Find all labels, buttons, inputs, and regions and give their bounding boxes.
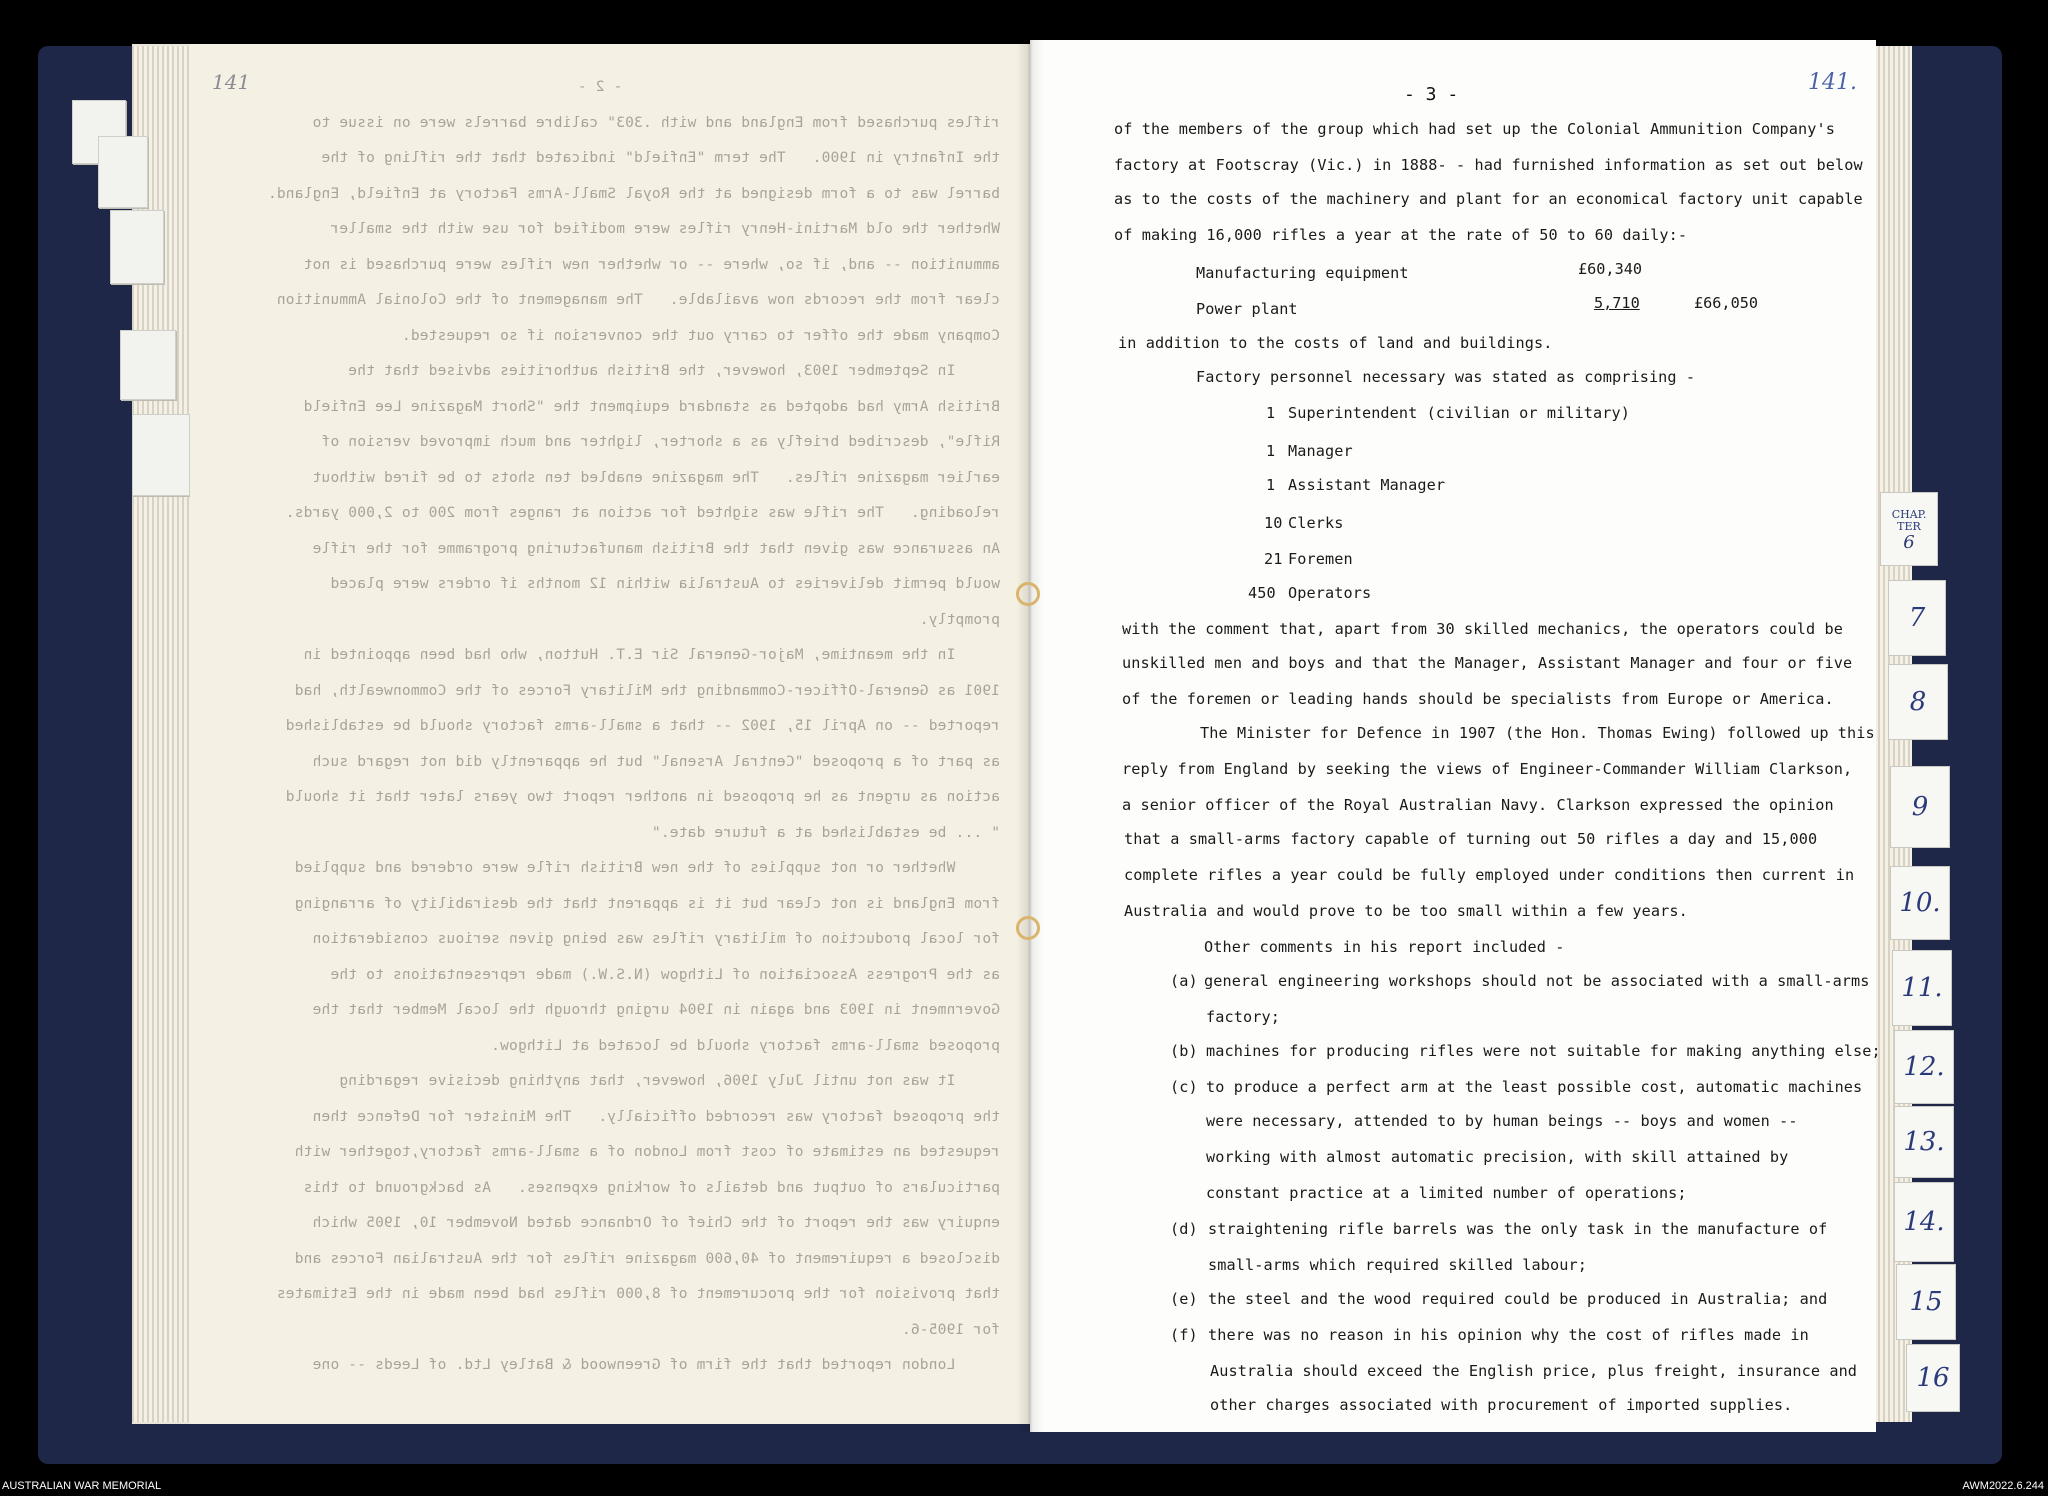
chapter-tab-7[interactable]: 7 <box>1888 580 1946 656</box>
left-text-line: from England is not clear but it is apparent that the desirability of arranging <box>294 895 1000 912</box>
list-text: factory; <box>1206 1008 1280 1026</box>
blank-tab <box>110 210 164 284</box>
text-line: with the comment that, apart from 30 skilled mechanics, the operators could be <box>1122 620 1844 638</box>
personnel-count: 1 <box>1266 442 1276 460</box>
left-text-line: disclosed a requirement of 40,600 magazine rifles for the Australian Forces and <box>294 1250 1000 1267</box>
list-letter: (d) <box>1170 1220 1198 1238</box>
left-text-line: London reported that the firm of Greenwood & Batley Ltd. of Leeds -- one <box>312 1357 1000 1373</box>
chapter-tab-10[interactable]: 10. <box>1890 866 1950 940</box>
personnel-count: 10 <box>1264 514 1283 532</box>
personnel-count: 450 <box>1248 584 1276 602</box>
personnel-role: Superintendent (civilian or military) <box>1288 404 1631 422</box>
list-letter: (c) <box>1170 1078 1198 1096</box>
tab-label: CHAP. <box>1891 508 1927 521</box>
text-line: of the foremen or leading hands should be specialists from Europe or America. <box>1122 690 1834 708</box>
text-line: unskilled men and boys and that the Manager, Assistant Manager and four or five <box>1122 654 1853 672</box>
chapter-tab-11[interactable]: 11. <box>1892 950 1952 1026</box>
text-line: in addition to the costs of land and buildings. <box>1118 334 1553 352</box>
text-line: factory at Footscray (Vic.) in 1888- - had furnished information as set out below <box>1114 156 1863 174</box>
cost-amount: 5,710 <box>1594 294 1640 312</box>
left-text-line: enquiry was the report of the Chief of Ordnance dated November 10, 1905 which <box>312 1215 1000 1231</box>
personnel-count: 1 <box>1266 404 1276 422</box>
left-text-line: " ... be established at a future date." <box>651 824 1000 841</box>
chapter-tab-12[interactable]: 12. <box>1894 1030 1954 1104</box>
list-letter: (b) <box>1170 1042 1198 1060</box>
list-text: were necessary, attended to by human beings -- boys and women -- <box>1206 1112 1798 1130</box>
left-page-pencil-number: 141 <box>212 70 251 94</box>
left-text-line: as part of a proposed "Central Arsenal" but he apparently did not regard such <box>312 753 1000 770</box>
blank-tab <box>120 330 176 400</box>
text-line: of making 16,000 rifles a year at the rate of 50 to 60 daily:- <box>1114 226 1688 244</box>
left-text-line: reloading. The rifle was sighted for action at ranges from 200 to 2,000 yards. <box>285 505 1000 521</box>
list-text: general engineering workshops should not be associated with a small-arms <box>1204 972 1870 990</box>
text-line: of the members of the group which had set up the Colonial Ammunition Company's <box>1114 120 1836 138</box>
list-text: machines for producing rifles were not suitable for making anything else; <box>1206 1042 1881 1060</box>
list-text: constant practice at a limited number of operations; <box>1206 1184 1687 1202</box>
text-line: that a small-arms factory capable of turning out 50 rifles a day and 15,000 <box>1124 830 1818 848</box>
left-text-line: action as urgent as he proposed in another report two years later that it should <box>285 789 1000 805</box>
text-line: complete rifles a year could be fully employed under conditions then current in <box>1124 866 1855 884</box>
left-text-line: In September 1903, however, the British authorities advised that the <box>348 363 1000 379</box>
left-text-line: It was not until July 1906, however, that anything decisive regarding <box>339 1073 1000 1089</box>
list-text: small-arms which required skilled labour; <box>1208 1256 1587 1274</box>
left-text-line: Government in 1903 and again in 1904 urging through the local Member that the <box>312 1002 1000 1018</box>
chapter-tab-16[interactable]: 16 <box>1906 1344 1960 1412</box>
left-text-line: Rifle", described briefly as a shorter, lighter and much improved version of <box>321 434 1000 450</box>
personnel-count: 1 <box>1266 476 1276 494</box>
left-text-line: Whether or not supplies of the new British rifle were ordered and supplied <box>294 860 1000 876</box>
list-text: to produce a perfect arm at the least possible cost, automatic machines <box>1206 1078 1863 1096</box>
list-text: the steel and the wood required could be produced in Australia; and <box>1208 1290 1828 1308</box>
cost-item: Power plant <box>1196 300 1298 318</box>
tab-label: TER <box>1897 520 1921 533</box>
left-text-line: 1901 as General-Officer-Commanding the Military Forces of the Commonwealth, had <box>294 682 1000 699</box>
left-text-line: that provision for the procurement of 8,000 rifles had been made in the Estimates <box>276 1286 1000 1302</box>
chapter-tab-8[interactable]: 8 <box>1888 664 1948 740</box>
chapter-tab-15[interactable]: 15 <box>1896 1264 1956 1340</box>
personnel-role: Foremen <box>1288 550 1353 568</box>
list-text: working with almost automatic precision, with skill attained by <box>1206 1148 1789 1166</box>
cost-item: Manufacturing equipment <box>1196 264 1409 282</box>
list-text: straightening rifle barrels was the only task in the manufacture of <box>1208 1220 1828 1238</box>
left-text-line: An assurance was given that the British manufacturing programme for the rifle <box>312 540 1000 557</box>
tab-label: 6 <box>1903 532 1915 553</box>
left-text-line: requested an estimate of cost from London of a small-arms factory,together with <box>294 1144 1000 1160</box>
left-text-line: reported -- on April 15, 1902 -- that a small-arms factory should be established <box>285 718 1000 734</box>
text-line: Australia and would prove to be too small within a few years. <box>1124 902 1688 920</box>
list-text: Australia should exceed the English price, plus freight, insurance and <box>1210 1362 1858 1380</box>
left-text-line: for 1905-6. <box>901 1321 1000 1338</box>
left-text-line: Company made the offer to carry out the conversion if so requested. <box>401 327 1000 344</box>
cost-total: £66,050 <box>1694 294 1759 312</box>
left-text-line: promptly. <box>919 611 1000 628</box>
list-text: there was no reason in his opinion why the cost of rifles made in <box>1208 1326 1809 1344</box>
left-text-line: Whether the old Martini-Henry rifles were modified for use with the smaller <box>330 221 1000 237</box>
cost-amount: £60,340 <box>1578 260 1643 278</box>
list-letter: (e) <box>1170 1290 1198 1308</box>
book-gutter <box>1016 40 1044 1432</box>
footer-left: AUSTRALIAN WAR MEMORIAL <box>2 1480 162 1492</box>
binder-ring <box>1016 582 1040 606</box>
left-page-text <box>200 70 1000 1384</box>
left-text-line: barrel was to a form designed at the Royal Small-Arms Factory at Enfield, England. <box>267 185 1000 202</box>
left-text-line: the Infantry in 1900. The term "Enfield" indicated that the rifling of the <box>321 150 1000 166</box>
personnel-count: 21 <box>1264 550 1283 568</box>
footer-right: AWM2022.6.244 <box>1962 1480 2044 1492</box>
left-text-line: clear from the records now available. The management of the Colonial Ammunition <box>276 292 1000 308</box>
personnel-role: Assistant Manager <box>1288 476 1446 494</box>
blank-tab <box>98 136 148 208</box>
chapter-tab-9[interactable]: 9 <box>1890 766 1950 848</box>
left-text-line: for local production of military rifles was being given serious consideration <box>312 931 1000 947</box>
binder-ring <box>1016 916 1040 940</box>
comments-intro: Other comments in his report included - <box>1204 938 1565 956</box>
text-line: a senior officer of the Royal Australian Navy. Clarkson expressed the opinion <box>1122 796 1834 814</box>
text-line: as to the costs of the machinery and plant for an economical factory unit capable <box>1114 190 1863 208</box>
list-letter: (a) <box>1170 972 1198 990</box>
left-text-line: ammunition -- and, if so, where -- or whether new rifles were purchased is not <box>303 256 1000 273</box>
left-text-line: the proposed factory was recorded officially. The Minister for Defence then <box>312 1108 1000 1125</box>
left-text-line: would permit deliveries to Australia within 12 months if orders were placed <box>330 576 1000 592</box>
personnel-role: Manager <box>1288 442 1353 460</box>
left-text-line: as the Progress Association of Lithgow (N.S.W.) made representations to the <box>330 966 1000 983</box>
list-text: other charges associated with procurement of imported supplies. <box>1210 1396 1793 1414</box>
left-page-number: - 2 - <box>577 79 623 95</box>
personnel-role: Operators <box>1288 584 1372 602</box>
left-text-line: particulars of output and details of working expenses. As background to this <box>303 1179 1000 1196</box>
left-text-line: proposed small-arms factory should be located at Lithgow. <box>491 1037 1000 1054</box>
left-page-lines <box>200 106 1000 1384</box>
chapter-tab-13[interactable]: 13. <box>1894 1106 1954 1178</box>
left-text-line: rifles purchased from England and with .303" calibre barrels were on issue to <box>312 114 1000 131</box>
right-page-number: - 3 - <box>1404 84 1459 105</box>
blank-tab <box>132 414 190 496</box>
list-letter: (f) <box>1170 1326 1198 1344</box>
right-page-pencil-number: 141. <box>1808 70 1857 95</box>
text-line: reply from England by seeking the views of Engineer-Commander William Clarkson, <box>1122 760 1853 778</box>
personnel-intro: Factory personnel necessary was stated as comprising - <box>1196 368 1696 386</box>
left-text-line: In the meantime, Major-General Sir E.T. Hutton, who had been appointed in <box>303 647 1000 663</box>
personnel-role: Clerks <box>1288 514 1344 532</box>
left-text-line: earlier magazine rifles. The magazine enabled ten shots to be fired without <box>312 469 1000 486</box>
chapter-tab-14[interactable]: 14. <box>1894 1182 1954 1262</box>
left-text-line: British Army had adopted as standard equipment the "Short Magazine Lee Enfield <box>303 398 1000 415</box>
chapter-tab-6[interactable] <box>1880 492 1938 566</box>
text-line: The Minister for Defence in 1907 (the Hon. Thomas Ewing) followed up this <box>1200 724 1875 742</box>
